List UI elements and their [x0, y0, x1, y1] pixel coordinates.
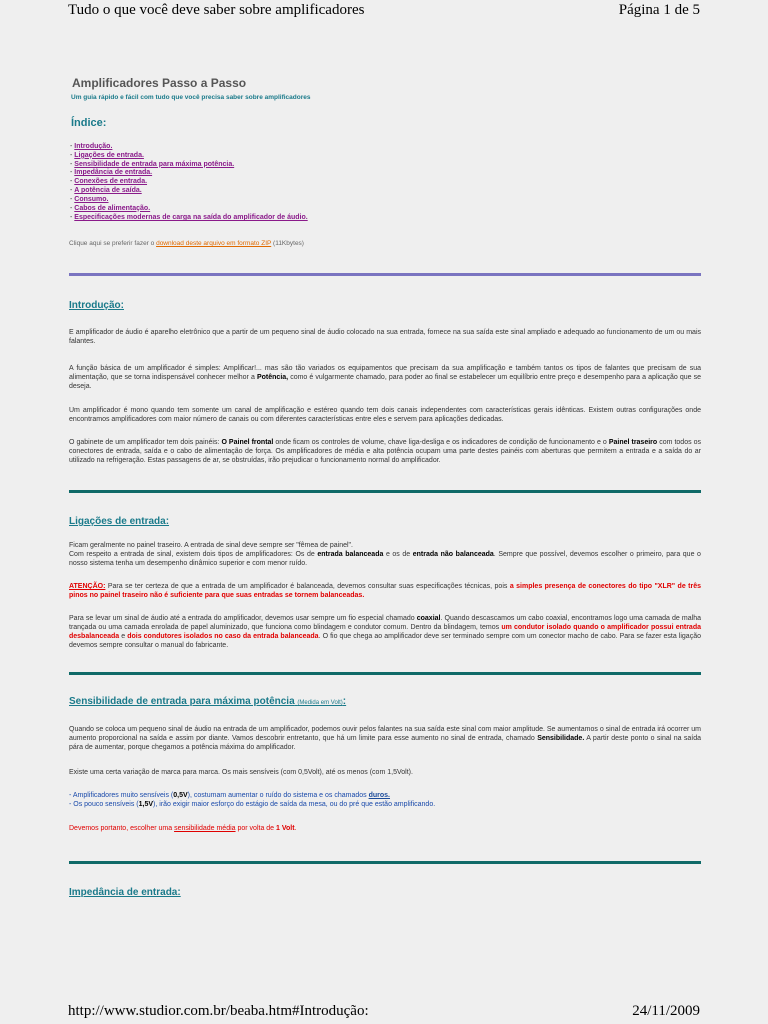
toc-link-especificacoes[interactable]: Especificações modernas de carga na saída do amplificador de áudio. — [74, 214, 308, 222]
toc-item: - Introdução. — [70, 143, 113, 150]
paragraph: Quando se coloca um pequeno sinal de áudio na entrada de um amplificador, podemos ouvir pelos falantes na sua saída este sinal com maior amplitude. Se aumentamos o sinal de entrada irá ocorrer um aumento proporcional na saída e assim por diante. Vamos descobrir entretanto, que há um limite para esse aumento no sinal de entrada, chamado Sensibilidade. A partir deste ponto o sinal na saída pára de aumentar, porque chegamos a potência máxima do amplificador. — [69, 726, 701, 752]
list-item: - Amplificadores muito sensíveis (0,5V), costumam aumentar o ruído do sistema e os chamados duros. — [69, 792, 390, 800]
document-title: Tudo o que você deve saber sobre amplificadores — [68, 2, 365, 18]
page-title: Amplificadores Passo a Passo — [72, 76, 247, 90]
section-divider — [69, 273, 701, 276]
attention-paragraph: ATENÇÃO: Para se ter certeza de que a entrada de um amplificador é balanceada, devemos consultar suas especificações técnicas, pois a simples presença de conectores do tipo "XLR" de três pinos no painel traseiro não é suficiente para que suas entradas se tornem balanceadas. — [69, 583, 701, 600]
download-line: Clique aqui se preferir fazer o download deste arquivo em formato ZIP (11Kbytes) — [69, 240, 304, 248]
section-heading-ligacoes: Ligações de entrada: — [69, 516, 170, 528]
download-zip-link[interactable]: download deste arquivo em formato ZIP — [156, 240, 272, 248]
page-content — [69, 66, 701, 897]
toc-item: - Consumo. — [70, 195, 109, 203]
toc-item: - Cabos de alimentação. — [70, 204, 151, 212]
section-divider — [69, 861, 701, 864]
print-date: 24/11/2009 — [632, 1003, 700, 1019]
toc-link-introducao[interactable]: Introdução. — [74, 143, 113, 150]
toc-item: - A potência de saída. — [70, 186, 142, 194]
paragraph: Ficam geralmente no painel traseiro. A entrada de sinal deve sempre ser "fêmea de painel". Com respeito a entrada de sinal, existem dois tipos de amplificadores: Os de entrada balanceada e os de entrada não balanceada. Sempre que possível, devemos escolher o primeiro, para que o nosso sistema tenha um desempenho dinâmico superior e com menor ruído. — [69, 542, 701, 568]
page-number: Página 1 de 5 — [618, 2, 700, 18]
conclusion-paragraph: Devemos portanto, escolher uma sensibilidade média por volta de 1 Volt. — [69, 825, 297, 833]
toc-link-sensibilidade[interactable]: Sensibilidade de entrada para máxima potência. — [74, 160, 235, 168]
source-url: http://www.studior.com.br/beaba.htm#Introdução: — [68, 1003, 369, 1019]
list-item: - Os pouco sensíveis (1,5V), irão exigir maior esforço do estágio de saída da mesa, ou do pré que estão amplificando. — [69, 801, 436, 809]
section-heading-sensibilidade: Sensibilidade de entrada para máxima potência (Medida em Volt): — [69, 696, 347, 708]
toc-link-potencia[interactable]: A potência de saída. — [74, 186, 142, 194]
index-heading: Índice: — [71, 117, 107, 129]
section-heading-impedancia: Impedância de entrada: — [69, 887, 181, 899]
paragraph: O gabinete de um amplificador tem dois painéis: O Painel frontal onde ficam os controles de volume, chave liga-desliga e os indicadores de condição de funcionamento e o Painel traseiro com todos os conectores de entrada, saída e o cabo de alimentação de força. Os amplificadores de média e alta potência ocupam uma parte destes painéis com aberturas que permitem a entrada e a saída do ar utilizado na refrigeração. Estas passagens de ar, se obstruídas, irão prejudicar o funcionamento normal do amplificador. — [69, 439, 702, 465]
paragraph: E amplificador de áudio é aparelho eletrônico que a partir de um pequeno sinal de áudio colocado na sua entrada, fornece na sua saída este sinal ampliado e adequado ao funcionamento de um ou mais falantes. — [69, 329, 701, 346]
paragraph: Existe uma certa variação de marca para marca. Os mais sensíveis (com 0,5Volt), até os menos (com 1,5Volt). — [69, 769, 413, 777]
paragraph: Para se levar um sinal de áudio até a entrada do amplificador, devemos usar sempre um fio especial chamado coaxial. Quando descascamos um cabo coaxial, encontramos logo uma camada de malha trançada ou uma camada enrolada de papel aluminizado, que funciona como blindagem e condutor comum. Dentro da blindagem, temos um condutor isolado quando o amplificador possui entrada desbalanceada e dois condutores isolados no caso da entrada balanceada. O fio que chega ao amplificador deve ser terminado sempre com um conector macho de cabo. Para se fazer esta ligação devemos sempre consultar o manual do fabricante. — [69, 615, 701, 650]
section-divider — [69, 490, 701, 493]
toc-item: - Ligações de entrada. — [70, 151, 144, 159]
page-footer — [0, 1000, 768, 1024]
toc-item: - Impedância de entrada. — [70, 169, 153, 177]
paragraph: A função básica de um amplificador é simples: Amplificar!... mas são tão variados os equipamentos que precisam da sua amplificação e também tantos os tipos de falantes que precisam de sua alimentação, que se torna indispensável conhecer melhor a Potência, como é vulgarmente chamado, para poder ao final se estabelecer um equilíbrio entre preço e desempenho para a aplicação que se deseja. — [69, 365, 701, 391]
toc-link-consumo[interactable]: Consumo. — [74, 195, 109, 203]
section-divider — [69, 672, 701, 675]
toc-link-conexoes[interactable]: Conexões de entrada. — [74, 178, 148, 186]
toc-item: - Conexões de entrada. — [70, 178, 148, 186]
page-subtitle: Um guia rápido e fácil com tudo que você precisa saber sobre amplificadores — [71, 94, 311, 101]
toc-link-ligacoes[interactable]: Ligações de entrada. — [74, 151, 144, 159]
toc-item: - Especificações modernas de carga na saída do amplificador de áudio. — [70, 214, 308, 222]
paragraph: Um amplificador é mono quando tem somente um canal de amplificação e estéreo quando tem dois canais independentes com características gerais idênticas. Existem outras configurações onde encontramos amplificadores com maior número de canais ou com diferentes características entre eles e servem para aplicações dedicadas. — [69, 407, 701, 424]
toc-link-impedancia[interactable]: Impedância de entrada. — [74, 169, 153, 177]
table-of-contents — [70, 143, 701, 223]
page-header — [0, 0, 768, 24]
toc-link-cabos[interactable]: Cabos de alimentação. — [74, 204, 151, 212]
toc-item: - Sensibilidade de entrada para máxima potência. — [70, 160, 235, 168]
attention-label: ATENÇÃO: — [69, 583, 106, 591]
section-heading-introducao: Introdução: — [69, 300, 124, 312]
